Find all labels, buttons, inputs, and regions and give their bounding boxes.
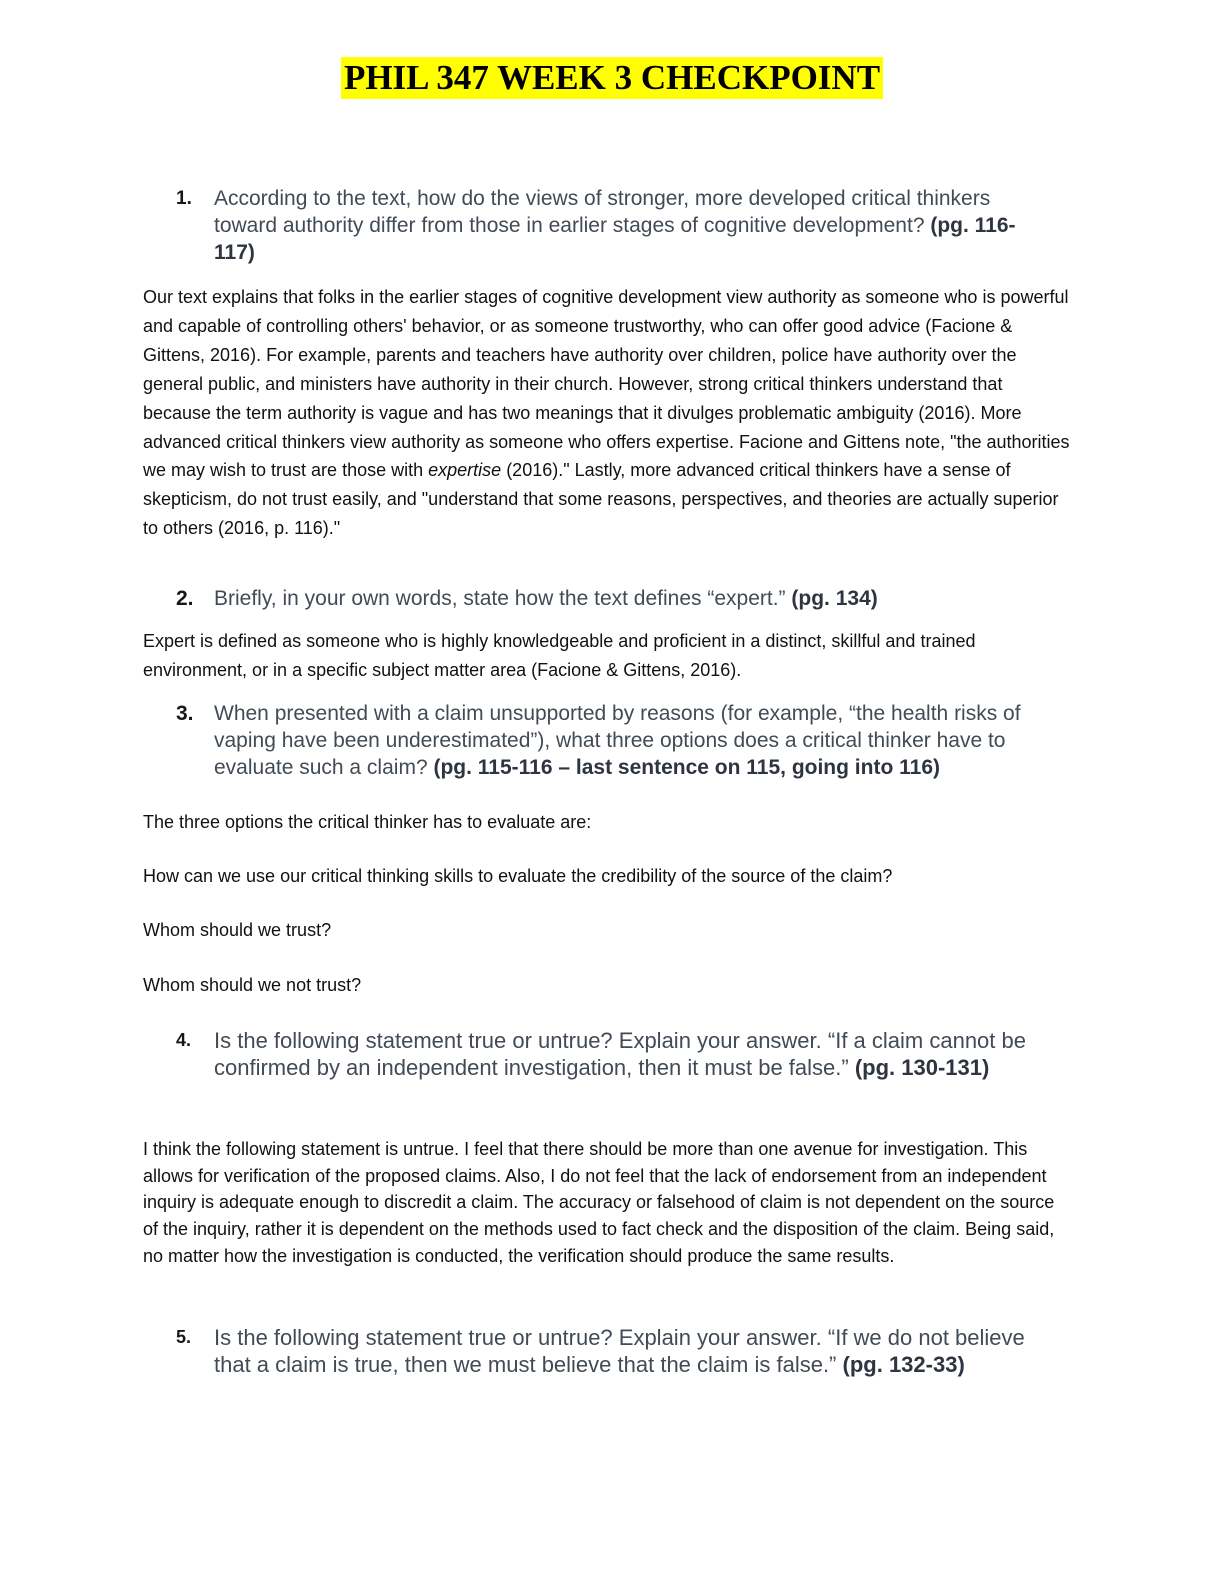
page-reference: (pg. 130-131) <box>854 1055 990 1080</box>
emphasis-text: expertise <box>428 460 502 481</box>
page-reference: (pg. 132-33) <box>842 1352 965 1377</box>
question-text: Is the following statement true or untrue? Explain your answer. “If a claim cannot be confirmed by an independent investigation, then it must be false.” (pg. 130-131) <box>214 1028 1026 1080</box>
answer-3-line: Whom should we trust? <box>143 920 332 940</box>
question-number: 3. <box>176 702 194 725</box>
document-title-wrapper <box>0 57 1224 99</box>
question-number: 5. <box>176 1327 192 1347</box>
question-1 <box>176 185 1056 266</box>
page-reference: (pg. 134) <box>791 587 878 610</box>
question-2 <box>176 585 1056 612</box>
question-text: According to the text, how do the views of stronger, more developed critical thinkers toward authority differ from those in earlier stages of cognitive development? (pg. 116-117) <box>214 187 1016 264</box>
answer-1: Our text explains that folks in the earlier stages of cognitive development view authority as someone who is powerful and capable of controlling others' behavior, or as someone trustworthy, who can offer good advice (Facione & Gittens, 2016). For example, parents and teachers have authority over children, police have authority over the general public, and ministers have authority in their church. However, strong critical thinkers understand that because the term authority is vague and has two meanings that it divulges problematic ambiguity (2016). More advanced critical thinkers view authority as someone who offers expertise. Facione and Gittens note, "the authorities we may wish to trust are those with expertise (2016)." Lastly, more advanced critical thinkers have a sense of skepticism, do not trust easily, and "understand that some reasons, perspectives, and theories are actually superior to others (2016, p. 116)." <box>143 287 1070 539</box>
question-text: Is the following statement true or untrue? Explain your answer. “If we do not believe that a claim is true, then we must believe that the claim is false.” (pg. 132-33) <box>214 1325 1025 1377</box>
question-4 <box>176 1027 1056 1081</box>
document-title: PHIL 347 WEEK 3 CHECKPOINT <box>341 57 883 99</box>
answer-3-line: The three options the critical thinker has to evaluate are: <box>143 812 592 832</box>
question-3 <box>176 700 1056 781</box>
question-number: 2. <box>176 587 194 610</box>
page-reference: (pg. 116-117) <box>214 214 1016 264</box>
answer-4: I think the following statement is untrue. I feel that there should be more than one avenue for investigation. This allows for verification of the proposed claims. Also, I do not feel that the lack of endorsement from an independent inquiry is adequate enough to discredit a claim. The accuracy or falsehood of claim is not dependent on the source of the inquiry, rather it is dependent on the methods used to fact check and the disposition of the claim. Being said, no matter how the investigation is conducted, the verification should produce the same results. <box>143 1139 1055 1266</box>
question-text: When presented with a claim unsupported by reasons (for example, “the health risks of vaping have been underestimated”), what three options does a critical thinker have to evaluate such a claim? (pg. 115-116 – last sentence on 115, going into 116) <box>214 702 1021 779</box>
question-number: 4. <box>176 1030 192 1050</box>
page-reference: (pg. 115-116 – last sentence on 115, going into 116) <box>433 756 940 779</box>
question-number: 1. <box>176 188 192 209</box>
question-text: Briefly, in your own words, state how the text defines “expert.” (pg. 134) <box>214 587 878 610</box>
question-5 <box>176 1324 1056 1378</box>
answer-3-line: How can we use our critical thinking skills to evaluate the credibility of the source of the claim? <box>143 866 893 886</box>
answer-3-line: Whom should we not trust? <box>143 975 362 995</box>
answer-2: Expert is defined as someone who is highly knowledgeable and proficient in a distinct, skillful and trained environment, or in a specific subject matter area (Facione & Gittens, 2016). <box>143 631 976 680</box>
